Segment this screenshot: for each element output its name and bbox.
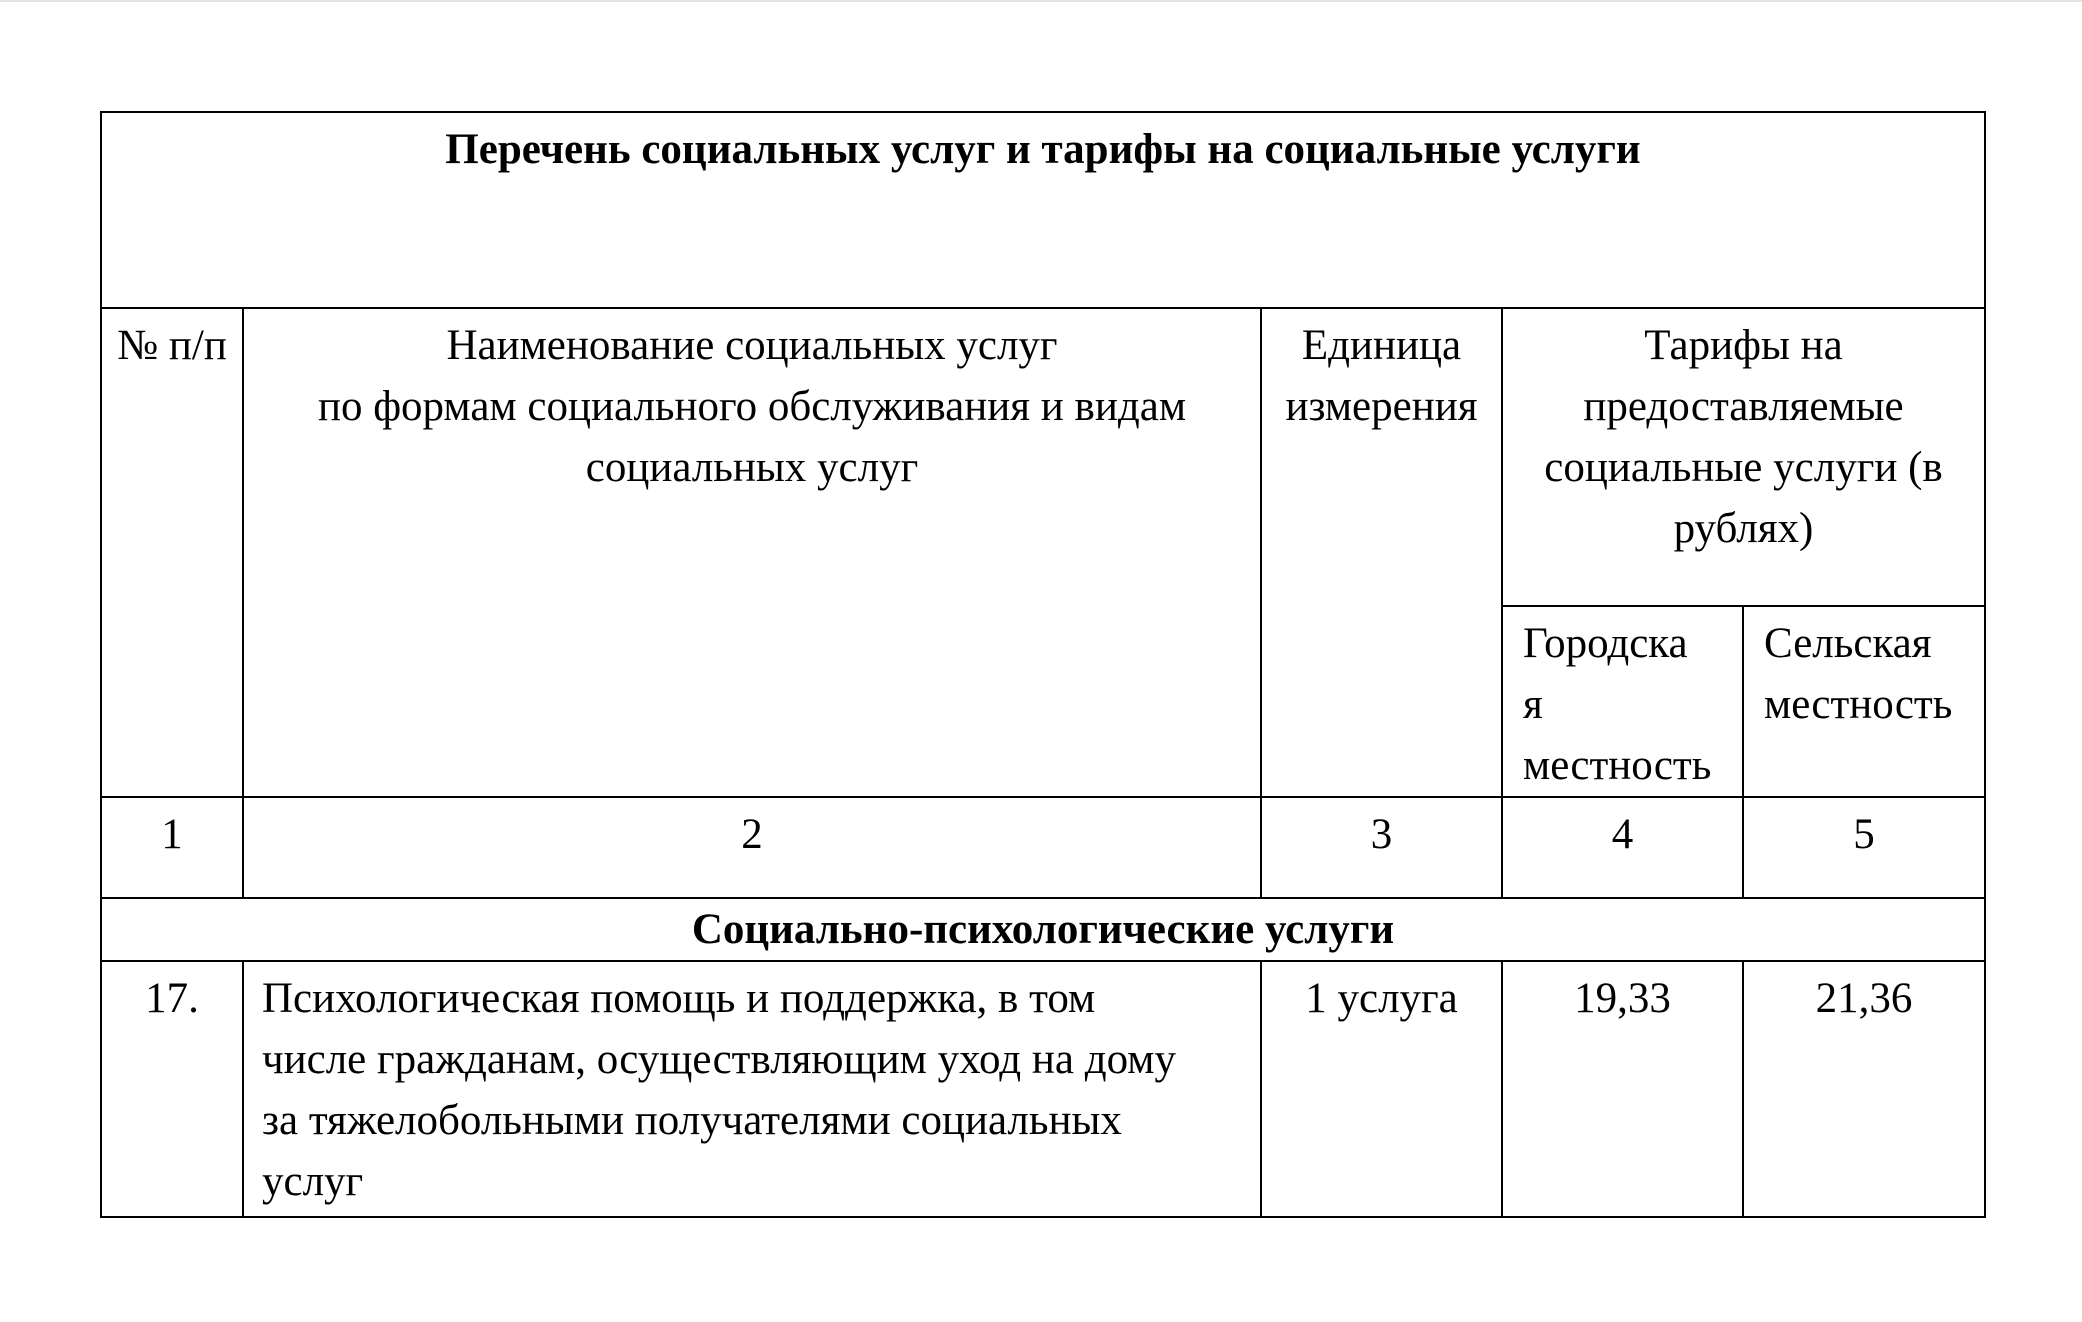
- header-urban-line: Городска: [1523, 620, 1688, 667]
- header-urban-line: местность: [1523, 742, 1712, 789]
- row-rural-tariff: 21,36: [1743, 961, 1985, 1217]
- column-index: 2: [243, 797, 1261, 898]
- header-tariff-line: предоставляемые: [1583, 383, 1904, 430]
- header-tariffs: [1502, 308, 1985, 606]
- header-rural-line: местность: [1764, 681, 1953, 728]
- column-index: 3: [1261, 797, 1502, 898]
- header-name-line: Наименование социальных услуг: [446, 322, 1058, 369]
- row-name-line: услуг: [262, 1158, 364, 1205]
- page-top-rule: [0, 0, 2082, 2]
- header-row: [101, 308, 1985, 606]
- row-name-line: за тяжелобольными получателями социальных: [262, 1097, 1122, 1144]
- header-urban: [1502, 606, 1743, 797]
- header-number: № п/п: [101, 308, 243, 797]
- row-service-name: [243, 961, 1261, 1217]
- header-name-line: социальных услуг: [585, 444, 919, 491]
- header-unit-line: Единица: [1301, 322, 1462, 369]
- row-unit: 1 услуга: [1261, 961, 1502, 1217]
- header-tariff-line: социальные услуги (в: [1544, 444, 1943, 491]
- row-name-line: числе гражданам, осуществляющим уход на дому: [262, 1036, 1177, 1083]
- column-index: 4: [1502, 797, 1743, 898]
- title-row: [101, 112, 1985, 308]
- header-unit-line: измерения: [1285, 383, 1478, 430]
- header-name-line: по формам социального обслуживания и видам: [317, 383, 1187, 430]
- row-name-line: Психологическая помощь и поддержка, в том: [262, 975, 1096, 1022]
- table-row: [101, 961, 1985, 1217]
- header-rural: [1743, 606, 1985, 797]
- header-tariff-line: Тарифы на: [1644, 322, 1843, 369]
- header-unit: [1261, 308, 1502, 797]
- table-title: Перечень социальных услуг и тарифы на социальные услуги: [101, 112, 1985, 308]
- header-urban-line: я: [1523, 681, 1543, 728]
- header-tariff-line: рублях): [1673, 505, 1814, 552]
- section-row: [101, 898, 1985, 961]
- tariffs-table: [100, 111, 1986, 1218]
- section-title: Социально-психологические услуги: [101, 898, 1985, 961]
- header-rural-line: Сельская: [1764, 620, 1932, 667]
- column-index: 1: [101, 797, 243, 898]
- column-index-row: [101, 797, 1985, 898]
- column-index: 5: [1743, 797, 1985, 898]
- row-urban-tariff: 19,33: [1502, 961, 1743, 1217]
- row-number: 17.: [101, 961, 243, 1217]
- header-service-name: [243, 308, 1261, 797]
